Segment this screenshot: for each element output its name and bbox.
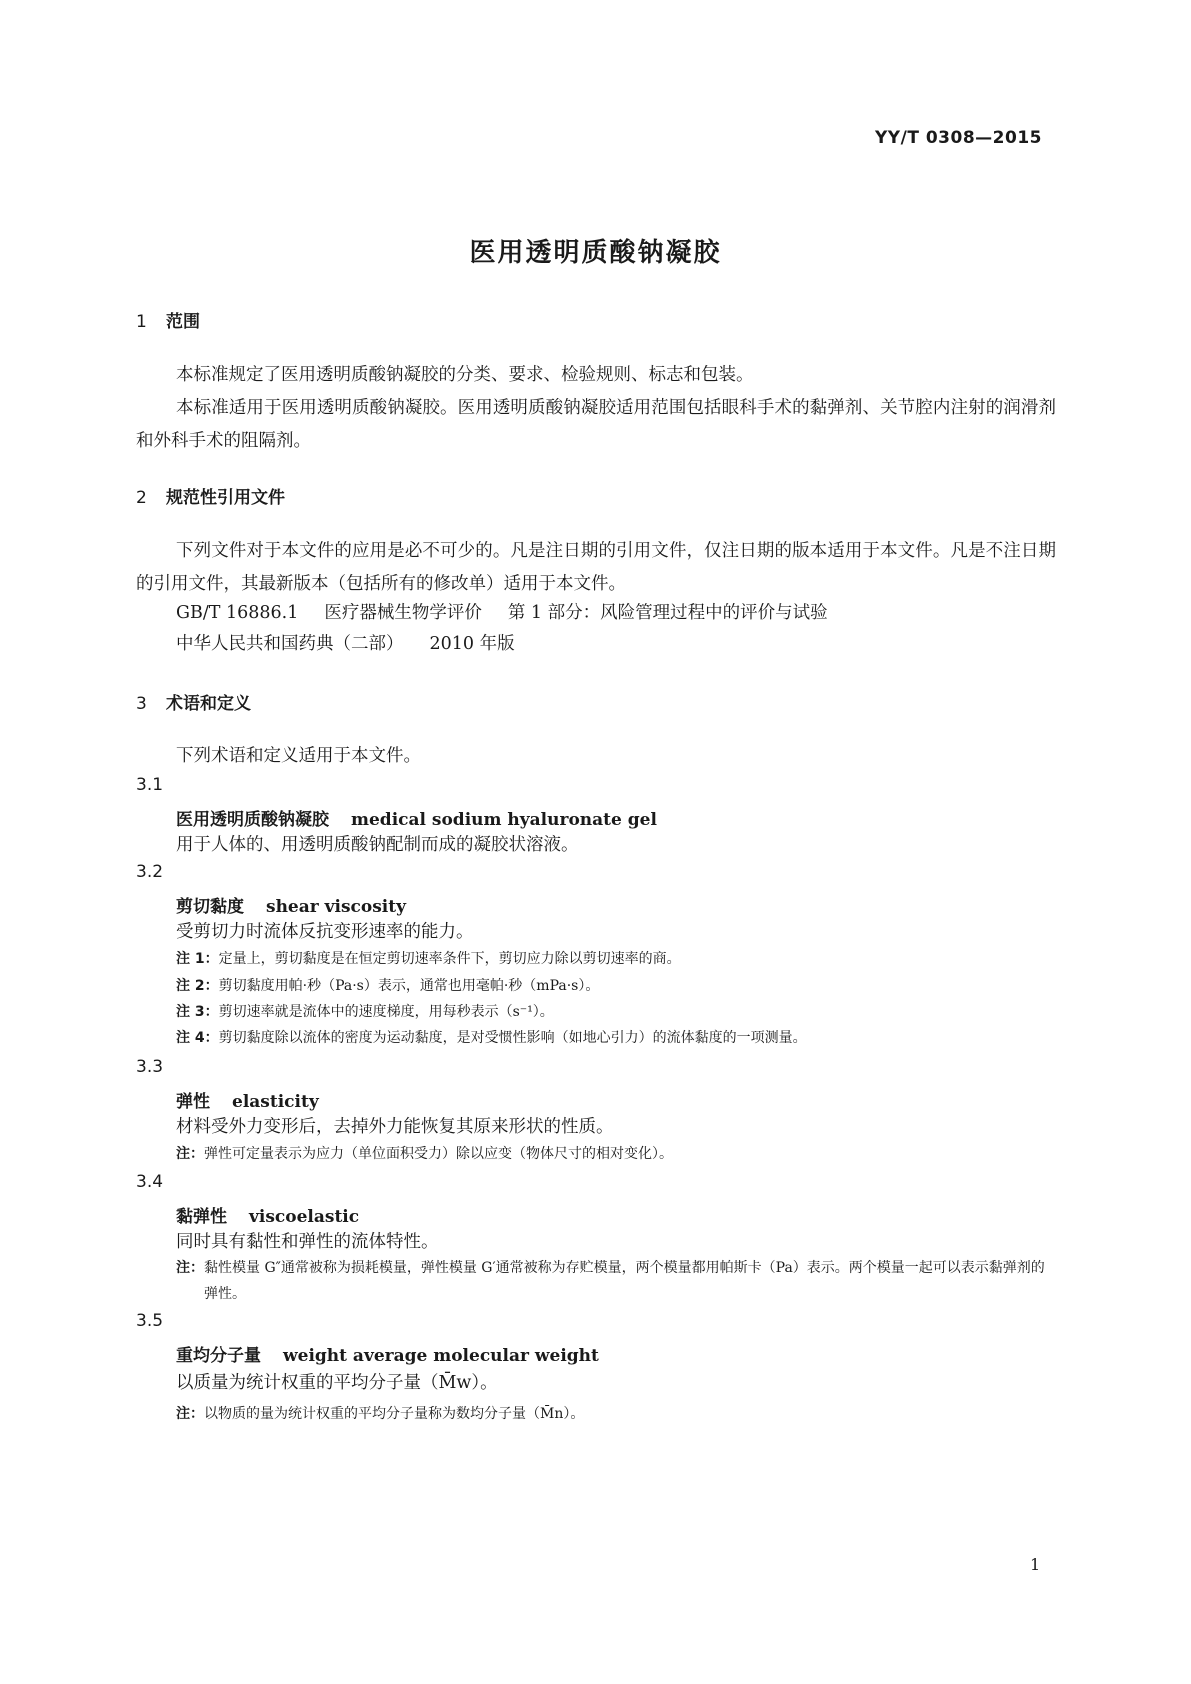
term-note: [176, 1143, 673, 1163]
term-number: 3.5: [136, 1311, 164, 1331]
normative-reference-1: [176, 599, 828, 624]
section-3-intro: 下列术语和定义适用于本文件。: [176, 746, 421, 766]
standard-code: YY/T 0308—2015: [875, 128, 1042, 148]
note-label: 注 2：: [176, 978, 219, 994]
term-zh: 剪切黏度: [176, 897, 244, 917]
term-en: elasticity: [232, 1092, 319, 1112]
section-number: 1: [136, 312, 147, 332]
term-note: [176, 975, 599, 995]
note-label: 注：: [176, 1260, 204, 1276]
section-2-heading: [136, 483, 285, 508]
term-number: 3.3: [136, 1057, 164, 1077]
term-en: shear viscosity: [266, 897, 406, 917]
section-2-paragraph: 下列文件对于本文件的应用是必不可少的。凡是注日期的引用文件，仅注日期的版本适用于本文件。凡是不注日期的引用文件，其最新版本（包括所有的修改单）适用于本文件。: [136, 541, 1056, 594]
term-heading: [176, 1341, 599, 1366]
term-note: [176, 1255, 1056, 1307]
section-title: 规范性引用文件: [166, 488, 285, 508]
reference-code: GB/T 16886.1: [176, 603, 299, 623]
note-text: 剪切黏度除以流体的密度为运动黏度，是对受惯性影响（如地心引力）的流体黏度的一项测量。: [218, 1030, 807, 1046]
term-definition: 用于人体的、用透明质酸钠配制而成的凝胶状溶液。: [176, 835, 579, 855]
term-definition: 材料受外力变形后，去掉外力能恢复其原来形状的性质。: [176, 1117, 614, 1137]
section-3-heading: [136, 689, 251, 714]
reference-title: 2010 年版: [429, 634, 515, 654]
term-zh: 医用透明质酸钠凝胶: [176, 810, 329, 830]
note-label: 注 1：: [176, 951, 219, 967]
reference-code: 中华人民共和国药典（二部）: [176, 634, 404, 654]
section-number: 3: [136, 694, 147, 714]
section-1-paragraph-1: 本标准规定了医用透明质酸钠凝胶的分类、要求、检验规则、标志和包装。: [176, 365, 754, 385]
note-text: 剪切速率就是流体中的速度梯度，用每秒表示（s⁻¹）。: [218, 1004, 554, 1020]
term-zh: 弹性: [176, 1092, 210, 1112]
term-heading: [176, 892, 406, 917]
term-number: 3.4: [136, 1172, 164, 1192]
term-definition: 以质量为统计权重的平均分子量（M̄w）。: [176, 1373, 498, 1393]
term-heading: [176, 1087, 319, 1112]
note-label: 注 4：: [176, 1030, 219, 1046]
section-1-heading: [136, 307, 200, 332]
term-en: viscoelastic: [249, 1207, 360, 1227]
term-heading: [176, 805, 657, 830]
reference-title: 医疗器械生物学评价: [324, 603, 482, 623]
term-number: 3.1: [136, 775, 164, 795]
note-text: 剪切黏度用帕·秒（Pa·s）表示，通常也用毫帕·秒（mPa·s）。: [218, 978, 600, 994]
term-note: [176, 948, 681, 968]
term-zh: 黏弹性: [176, 1207, 227, 1227]
section-number: 2: [136, 488, 147, 508]
section-title: 范围: [166, 312, 200, 332]
term-zh: 重均分子量: [176, 1346, 261, 1366]
note-label: 注 3：: [176, 1004, 219, 1020]
note-label: 注：: [176, 1406, 204, 1422]
term-en: weight average molecular weight: [283, 1346, 599, 1366]
document-title: 医用透明质酸钠凝胶: [469, 238, 722, 268]
term-note: [176, 1027, 807, 1047]
note-text: 黏性模量 G″通常被称为损耗模量，弹性模量 G′通常被称为存贮模量，两个模量都用帕斯卡（Pa）表示。两个模量一起可以表示黏弹剂的弹性。: [204, 1260, 1045, 1302]
note-text: 以物质的量为统计权重的平均分子量称为数均分子量（M̄n）。: [204, 1406, 585, 1422]
term-definition: 同时具有黏性和弹性的流体特性。: [176, 1232, 439, 1252]
section-title: 术语和定义: [166, 694, 251, 714]
term-en: medical sodium hyaluronate gel: [351, 810, 657, 830]
section-1-paragraph-2: 本标准适用于医用透明质酸钠凝胶。医用透明质酸钠凝胶适用范围包括眼科手术的黏弹剂、关节腔内注射的润滑剂和外科手术的阻隔剂。: [136, 398, 1056, 451]
reference-part: 第 1 部分：风险管理过程中的评价与试验: [507, 603, 828, 623]
term-note: [176, 1001, 554, 1021]
term-note: [176, 1403, 584, 1423]
normative-reference-2: [176, 630, 515, 655]
page-number: 1: [1030, 1555, 1041, 1574]
term-heading: [176, 1202, 359, 1227]
term-definition: 受剪切力时流体反抗变形速率的能力。: [176, 922, 474, 942]
note-text: 定量上，剪切黏度是在恒定剪切速率条件下，剪切应力除以剪切速率的商。: [218, 951, 681, 967]
term-number: 3.2: [136, 862, 164, 882]
note-label: 注：: [176, 1146, 204, 1162]
note-text: 弹性可定量表示为应力（单位面积受力）除以应变（物体尺寸的相对变化）。: [204, 1146, 673, 1162]
